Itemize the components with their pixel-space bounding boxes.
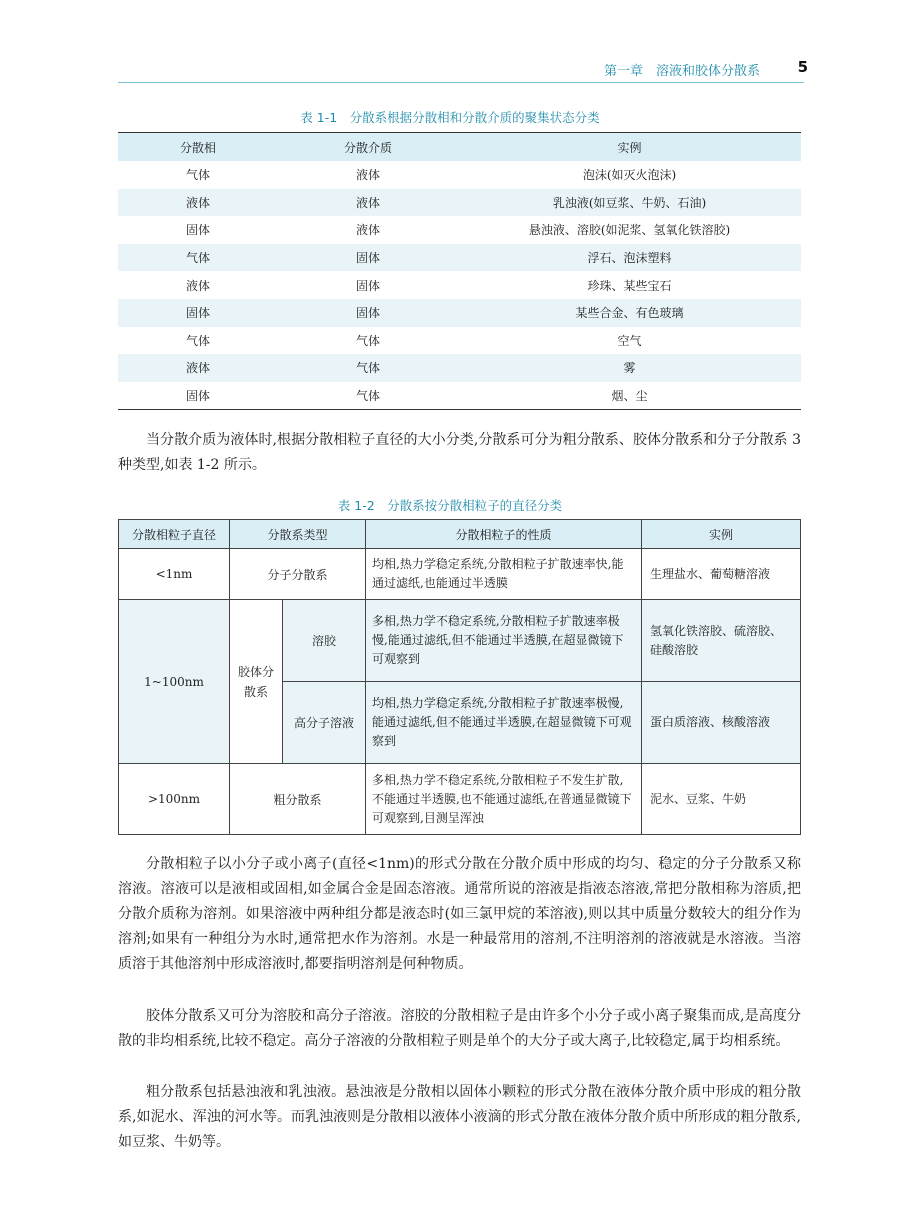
cell-example: 蛋白质溶液、核酸溶液	[642, 682, 801, 764]
cell: 固体	[118, 299, 278, 327]
cell-type: 粗分散系	[230, 764, 366, 835]
cell: 泡沫(如灭火泡沫)	[582, 168, 677, 183]
cell-property: 均相,热力学稳定系统,分散相粒子扩散速率极慢,能通过滤纸,但不能通过半透膜,在超显微镜下可观察到	[366, 682, 642, 764]
page-number: 5	[797, 58, 808, 76]
cell: 悬浊液、溶胶(如泥浆、氢氧化铁溶胶)	[528, 223, 731, 238]
table-row	[119, 764, 801, 835]
table-row	[118, 161, 801, 189]
cell: 固体	[278, 299, 458, 327]
cell-property: 均相,热力学稳定系统,分散相粒子扩散速率快,能通过滤纸,也能通过半透膜	[366, 549, 642, 600]
cell-subtype: 高分子溶液	[283, 682, 366, 764]
cell-example: 生理盐水、葡萄糖溶液	[642, 549, 801, 600]
table1-header-row	[118, 133, 801, 162]
cell: 烟、尘	[611, 389, 648, 404]
table2-header-example: 实例	[642, 520, 801, 549]
table2-header-row	[119, 520, 801, 549]
table-row	[118, 382, 801, 410]
table1-caption: 表 1-1 分散系根据分散相和分散介质的聚集状态分类	[300, 110, 600, 125]
cell: 乳浊液(如豆浆、牛奶、石油)	[458, 189, 801, 217]
cell: 雾	[458, 354, 801, 382]
table2-header-diameter: 分散相粒子直径	[119, 520, 230, 549]
paragraph-3: 胶体分散系又可分为溶胶和高分子溶液。溶胶的分散相粒子是由许多个小分子或小离子聚集而成,是高度分散的非均相系统,比较不稳定。高分子溶液的分散相粒子则是单个的大分子或大离子,比较稳定,属于均相系统。	[118, 1008, 801, 1049]
table1-header-phase: 分散相	[118, 133, 278, 162]
cell: 珍珠、某些宝石	[587, 278, 672, 293]
cell: 液体	[278, 189, 458, 217]
cell: 液体	[185, 278, 210, 293]
cell-subtype: 溶胶	[283, 600, 366, 682]
table-row	[119, 600, 801, 682]
table2-header-type: 分散系类型	[230, 520, 366, 549]
cell-property: 多相,热力学不稳定系统,分散相粒子扩散速率极慢,能通过滤纸,但不能通过半透膜,在超显微镜下可观察到	[366, 600, 642, 682]
table-row	[118, 327, 801, 355]
cell: 气体	[185, 333, 210, 348]
table1-header-medium: 分散介质	[278, 133, 458, 162]
cell: 某些合金、有色玻璃	[458, 299, 801, 327]
table2	[118, 519, 801, 835]
cell-type: 分子分散系	[230, 549, 366, 600]
table1-header-example: 实例	[458, 133, 801, 162]
cell: 气体	[355, 389, 380, 404]
table-row	[118, 189, 801, 217]
table2-caption: 表 1-2 分散系按分散相粒子的直径分类	[337, 498, 563, 513]
paragraph-1: 当分散介质为液体时,根据分散相粒子直径的大小分类,分散系可分为粗分散系、胶体分散系和分子分散系 3 种类型,如表 1-2 所示。	[118, 432, 801, 473]
table-row	[118, 271, 801, 299]
running-header	[118, 58, 808, 83]
cell: 固体	[278, 244, 458, 272]
table-row	[119, 549, 801, 600]
table-row	[118, 244, 801, 272]
table-row	[118, 299, 801, 327]
cell: 液体	[355, 223, 380, 238]
paragraph-4: 粗分散系包括悬浊液和乳浊液。悬浊液是分散相以固体小颗粒的形式分散在液体分散介质中形成的粗分散系,如泥水、浑浊的河水等。而乳浊液则是分散相以液体小液滴的形式分散在液体分散介质中所形成的粗分散系,如豆浆、牛奶等。	[118, 1084, 801, 1150]
cell: 浮石、泡沫塑料	[458, 244, 801, 272]
cell: 气体	[355, 333, 380, 348]
table-row	[118, 216, 801, 244]
cell-diameter: >100nm	[119, 764, 230, 835]
cell-example: 泥水、豆浆、牛奶	[642, 764, 801, 835]
cell: 气体	[278, 354, 458, 382]
cell-property: 多相,热力学不稳定系统,分散相粒子不发生扩散,不能通过半透膜,也不能通过滤纸,在普通显微镜下可观察到,目测呈浑浊	[366, 764, 642, 835]
table2-header-property: 分散相粒子的性质	[366, 520, 642, 549]
paragraph-2: 分散相粒子以小分子或小离子(直径<1nm)的形式分散在分散介质中形成的均匀、稳定的分子分散系又称溶液。溶液可以是液相或固相,如金属合金是固态溶液。通常所说的溶液是指液态溶液,常把分散相称为溶质,把分散介质称为溶剂。如果溶液中两种组分都是液态时(如三氯甲烷的苯溶液),则以其中质量分数较大的组分作为溶剂;如果有一种组分为水时,通常把水作为溶剂。水是一种最常用的溶剂,不注明溶剂的溶液就是水溶液。当溶质溶于其他溶剂中形成溶液时,都要指明溶剂是何种物质。	[118, 856, 801, 972]
cell: 空气	[617, 333, 642, 348]
table1	[118, 132, 801, 410]
table-row	[118, 354, 801, 382]
cell-group: 胶体分散系	[230, 600, 283, 764]
cell-diameter: 1~100nm	[119, 600, 230, 764]
cell: 固体	[355, 278, 380, 293]
cell-diameter: <1nm	[119, 549, 230, 600]
chapter-title: 第一章 溶液和胶体分散系	[603, 64, 760, 79]
cell: 固体	[185, 223, 210, 238]
cell: 液体	[118, 189, 278, 217]
cell: 液体	[355, 168, 380, 183]
cell: 气体	[118, 244, 278, 272]
cell-example: 氢氧化铁溶胶、硫溶胶、硅酸溶胶	[642, 600, 801, 682]
cell: 液体	[118, 354, 278, 382]
cell: 固体	[185, 389, 210, 404]
cell: 气体	[185, 168, 210, 183]
